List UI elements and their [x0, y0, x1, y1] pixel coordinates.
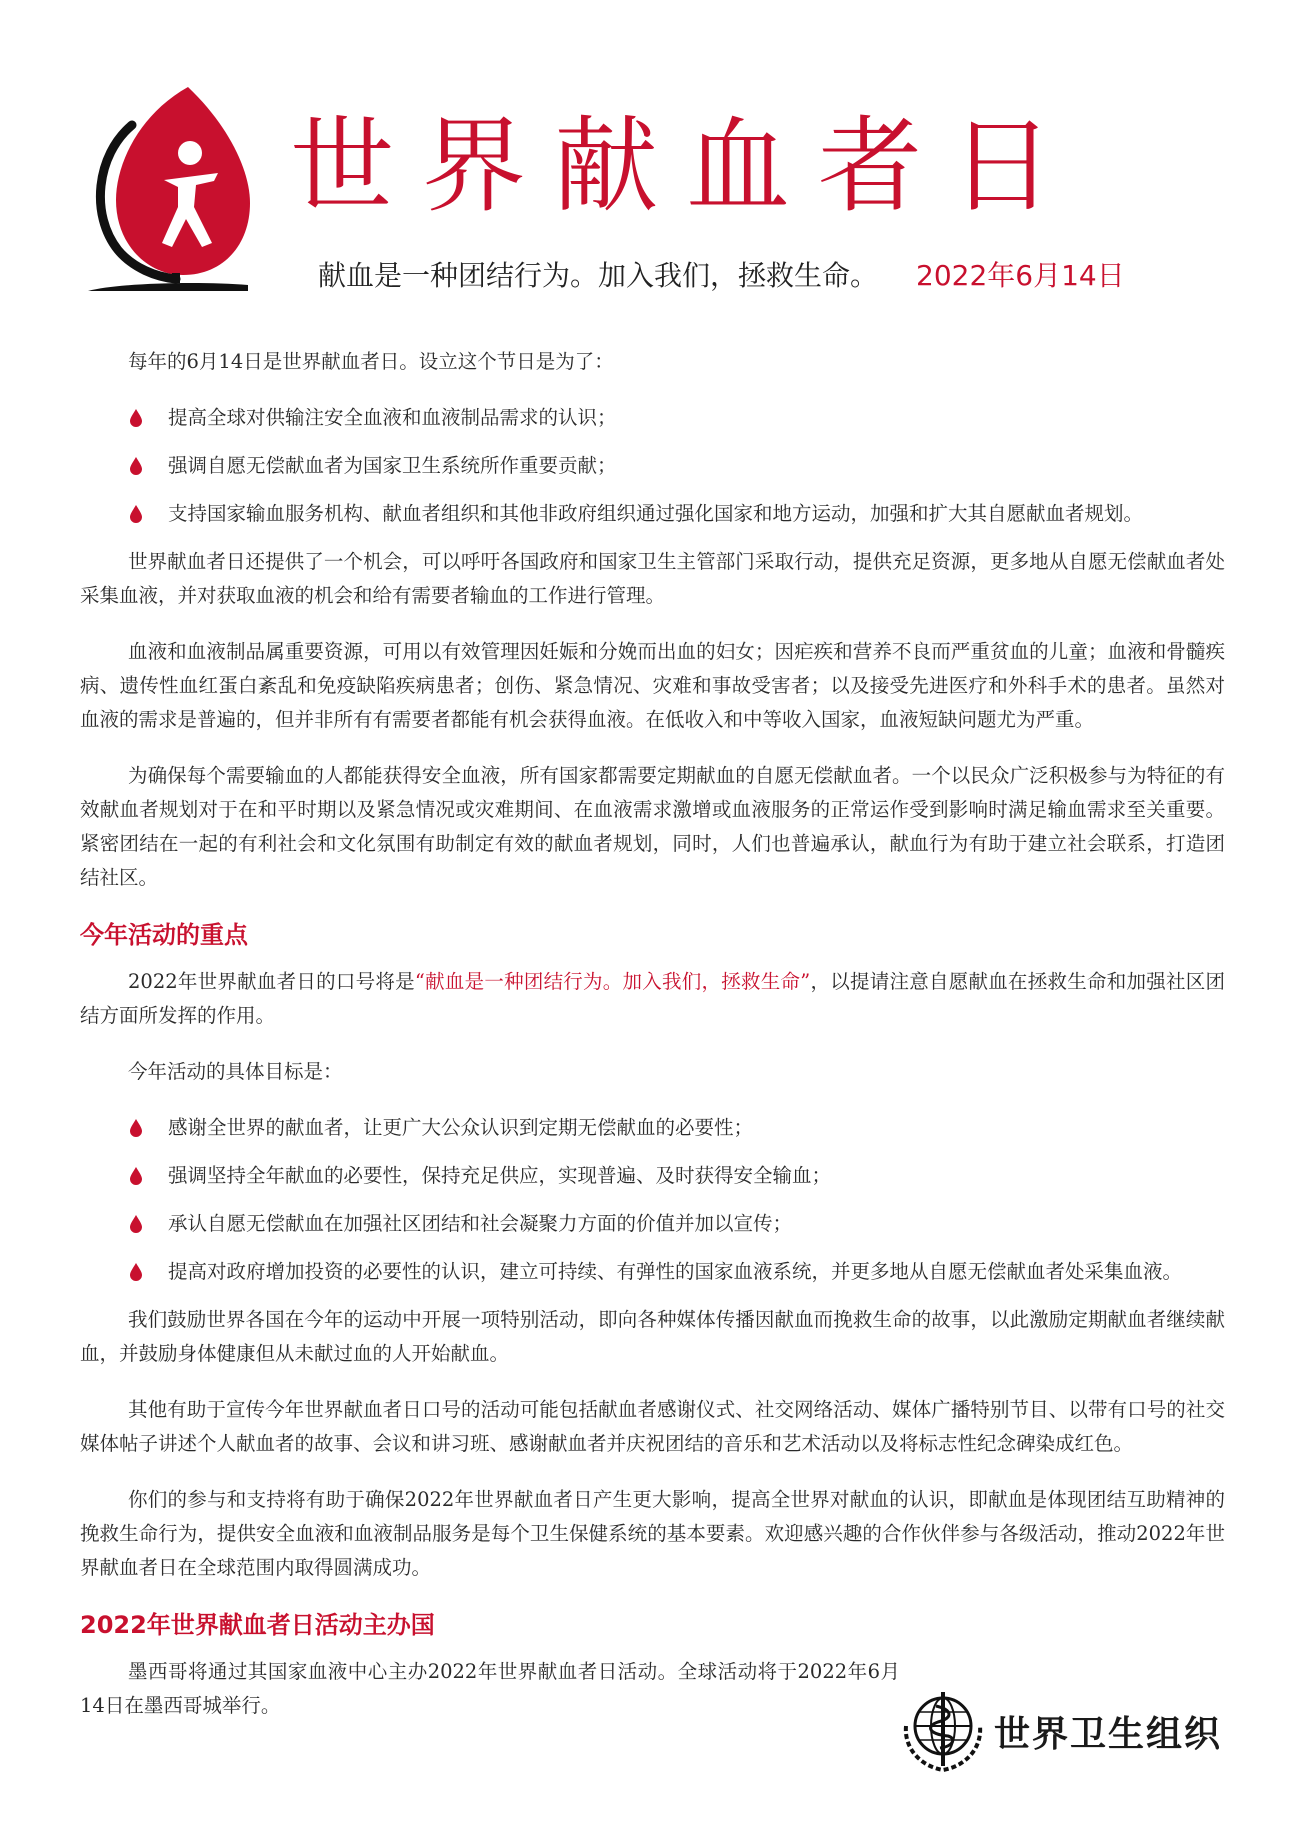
goals-intro: 今年活动的具体目标是： [128, 1060, 343, 1083]
blood-drop-bullet-icon [130, 1119, 142, 1137]
who-name: 世界卫生组织 [994, 1713, 1223, 1755]
tagline: 献血是一种团结行为。加入我们，拯救生命。 [318, 259, 879, 292]
list-item-text: 感谢全世界的献血者，让更广大公众认识到定期无偿献血的必要性； [168, 1116, 754, 1139]
list-item [80, 1159, 1225, 1193]
host-paragraph: 墨西哥将通过其国家血液中心主办2022年世界献血者日活动。全球活动将于2022年6月14日在墨西哥城举行。 [80, 1660, 900, 1717]
list-item-text: 强调自愿无偿献血者为国家卫生系统所作重要贡献； [168, 454, 617, 477]
list-item [80, 449, 1225, 483]
blood-drop-bullet-icon [130, 1167, 142, 1185]
list-item-text: 支持国家输血服务机构、献血者组织和其他非政府组织通过强化国家和地方运动，加强和扩大其自愿献血者规划。 [168, 502, 1144, 525]
purpose-list [80, 401, 1225, 531]
blood-drop-bullet-icon [130, 505, 142, 523]
who-emblem-icon [898, 1686, 988, 1776]
blood-drop-bullet-icon [130, 409, 142, 427]
blood-drop-bullet-icon [130, 1215, 142, 1233]
intro-paragraph: 每年的6月14日是世界献血者日。设立这个节日是为了： [128, 350, 614, 373]
world-blood-donor-day-logo-icon [78, 85, 268, 295]
slogan-quote: “献血是一种团结行为。加入我们，拯救生命” [414, 970, 811, 993]
goals-list [80, 1111, 1225, 1289]
body-paragraph: 你们的参与和支持将有助于确保2022年世界献血者日产生更大影响，提高全世界对献血的认识，即献血是体现团结互助精神的挽救生命行为，提供安全血液和血液制品服务是每个卫生保健系统的基本要素。欢迎感兴趣的合作伙伴参与各级活动，推动2022年世界献血者日在全球范围内取得圆满成功。 [80, 1488, 1225, 1579]
page-title: 世界献血者日 [290, 105, 1083, 227]
section-heading-focus: 今年活动的重点 [80, 921, 248, 949]
slogan-paragraph [80, 965, 1225, 1033]
body-paragraph: 我们鼓励世界各国在今年的运动中开展一项特别活动，即向各种媒体传播因献血而挽救生命的故事，以此激励定期献血者继续献血，并鼓励身体健康但从未献过血的人开始献血。 [80, 1308, 1225, 1365]
body-paragraph: 世界献血者日还提供了一个机会，可以呼吁各国政府和国家卫生主管部门采取行动，提供充足资源，更多地从自愿无偿献血者处采集血液，并对获取血液的机会和给有需要者输血的工作进行管理。 [80, 550, 1225, 607]
main-content [80, 345, 1225, 1745]
body-paragraph: 为确保每个需要输血的人都能获得安全血液，所有国家都需要定期献血的自愿无偿献血者。一个以民众广泛积极参与为特征的有效献血者规划对于在和平时期以及紧急情况或灾难期间、在血液需求激增或血液服务的正常运作受到影响时满足输血需求至关重要。紧密团结在一起的有利社会和文化氛围有助制定有效的献血者规划，同时，人们也普遍承认，献血行为有助于建立社会联系，打造团结社区。 [80, 764, 1225, 889]
tagline-row [318, 256, 1125, 296]
slogan-lead: 2022年世界献血者日的口号将是 [128, 970, 415, 993]
list-item [80, 497, 1225, 531]
body-paragraph: 其他有助于宣传今年世界献血者日口号的活动可能包括献血者感谢仪式、社交网络活动、媒体广播特别节目、以带有口号的社交媒体帖子讲述个人献血者的故事、会议和讲习班、感谢献血者并庆祝团结的音乐和艺术活动以及将标志性纪念碑染成红色。 [80, 1398, 1225, 1455]
list-item-text: 承认自愿无偿献血在加强社区团结和社会凝聚力方面的价值并加以宣传； [168, 1212, 793, 1235]
list-item-text: 强调坚持全年献血的必要性，保持充足供应，实现普遍、及时获得安全输血； [168, 1164, 832, 1187]
body-paragraph: 血液和血液制品属重要资源，可用以有效管理因妊娠和分娩而出血的妇女；因疟疾和营养不良而严重贫血的儿童；血液和骨髓疾病、遗传性血红蛋白紊乱和免疫缺陷疾病患者；创伤、紧急情况、灾难和事故受害者；以及接受先进医疗和外科手术的患者。虽然对血液的需求是普遍的，但并非所有有需要者都能有机会获得血液。在低收入和中等收入国家，血液短缺问题尤为严重。 [80, 640, 1225, 731]
event-date: 2022年6月14日 [916, 259, 1125, 292]
slogan-tail: ，以提请注意自愿献血在拯救生命和加强社区团结方面所发挥的作用。 [80, 970, 1225, 1027]
list-item-text: 提高全球对供输注安全血液和血液制品需求的认识； [168, 406, 617, 429]
blood-drop-bullet-icon [130, 457, 142, 475]
list-item-text: 提高对政府增加投资的必要性的认识，建立可持续、有弹性的国家血液系统，并更多地从自愿无偿献血者处采集血液。 [168, 1260, 1183, 1283]
blood-drop-bullet-icon [130, 1263, 142, 1281]
who-logo [898, 1686, 1228, 1776]
section-heading-host: 2022年世界献血者日活动主办国 [80, 1611, 435, 1639]
list-item [80, 1207, 1225, 1241]
list-item [80, 1255, 1225, 1289]
list-item [80, 401, 1225, 435]
list-item [80, 1111, 1225, 1145]
